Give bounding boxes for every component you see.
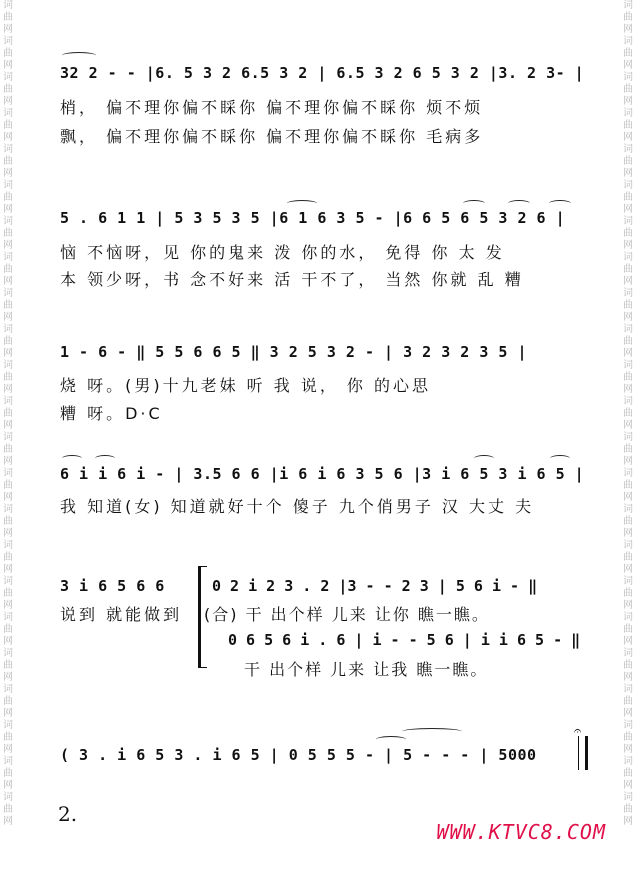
watermark-glyph: 曲	[623, 156, 633, 167]
watermark-glyph: 网	[3, 528, 13, 539]
slur-arc	[287, 200, 317, 207]
watermark-glyph: 网	[623, 744, 633, 755]
watermark-glyph: 词	[623, 432, 633, 443]
outro-notation: ( 3 . i 6 5 3 . i 6 5 | 0 5 5 5 - | 5 - - - | 5000	[60, 746, 537, 764]
system-4-lyric-1: 我 知道(女) 知道就好十个 傻子 九个俏男子 汉 大丈 夫	[60, 497, 535, 516]
watermark-glyph: 词	[623, 612, 633, 623]
watermark-glyph: 词	[623, 756, 633, 767]
watermark-glyph: 词	[3, 144, 13, 155]
watermark-glyph: 曲	[623, 372, 633, 383]
watermark-glyph: 词	[3, 216, 13, 227]
watermark-glyph: 网	[623, 780, 633, 791]
watermark-glyph: 曲	[3, 768, 13, 779]
watermark-glyph: 词	[623, 684, 633, 695]
watermark-glyph: 词	[3, 504, 13, 515]
system-2-lyric-2: 本 领少呀，书 念不好来 活 干不了， 当然 你就 乱 糟	[60, 270, 524, 289]
watermark-glyph: 词	[623, 252, 633, 263]
watermark-glyph: 曲	[623, 120, 633, 131]
watermark-glyph: 网	[3, 492, 13, 503]
watermark-glyph: 网	[3, 24, 13, 35]
watermark-glyph: 词	[3, 72, 13, 83]
slur-arc	[463, 200, 485, 207]
watermark-glyph: 曲	[623, 660, 633, 671]
watermark-glyph: 曲	[3, 336, 13, 347]
chorus-lower-notation: 0 6 5 6 i . 6 | i - - 5 6 | i i 6 5 - ‖	[228, 631, 581, 649]
watermark-glyph: 词	[3, 720, 13, 731]
watermark-glyph: 曲	[623, 516, 633, 527]
watermark-glyph: 词	[3, 612, 13, 623]
slur-arc	[549, 200, 571, 207]
watermark-glyph: 曲	[3, 300, 13, 311]
watermark-glyph: 网	[623, 168, 633, 179]
watermark-glyph: 网	[623, 564, 633, 575]
watermark-glyph: 曲	[3, 552, 13, 563]
watermark-glyph: 网	[623, 672, 633, 683]
watermark-glyph: 网	[3, 96, 13, 107]
watermark-glyph: 网	[3, 312, 13, 323]
slur-arc	[508, 200, 530, 207]
watermark-glyph: 网	[3, 348, 13, 359]
watermark-glyph: 曲	[623, 624, 633, 635]
fermata-icon: 𝄐	[574, 724, 582, 739]
watermark-glyph: 网	[623, 276, 633, 287]
watermark-glyph: 网	[623, 204, 633, 215]
watermark-glyph: 曲	[623, 228, 633, 239]
watermark-glyph: 曲	[3, 84, 13, 95]
watermark-glyph: 词	[3, 36, 13, 47]
watermark-glyph: 词	[623, 468, 633, 479]
watermark-glyph: 网	[3, 420, 13, 431]
system-1-notation: 32 2 - - |6. 5 3 2 6.5 3 2 | 6.5 3 2 6 5 3 2 |3. 2 3- |	[60, 64, 585, 82]
slur-arc	[550, 455, 570, 462]
watermark-glyph: 曲	[3, 156, 13, 167]
site-watermark: WWW.KTVC8.COM	[436, 820, 606, 844]
watermark-glyph: 词	[3, 684, 13, 695]
watermark-glyph: 词	[3, 576, 13, 587]
watermark-glyph: 网	[623, 240, 633, 251]
watermark-glyph: 词	[3, 360, 13, 371]
watermark-glyph: 网	[623, 528, 633, 539]
watermark-glyph: 词	[3, 468, 13, 479]
watermark-glyph: 网	[623, 636, 633, 647]
watermark-glyph: 曲	[623, 552, 633, 563]
watermark-glyph: 曲	[623, 408, 633, 419]
watermark-glyph: 曲	[623, 48, 633, 59]
watermark-glyph: 曲	[3, 480, 13, 491]
watermark-glyph: 曲	[3, 408, 13, 419]
watermark-glyph: 曲	[3, 444, 13, 455]
watermark-glyph: 曲	[3, 696, 13, 707]
watermark-glyph: 曲	[623, 84, 633, 95]
system-1-lyric-2: 飘， 偏不理你偏不睬你 偏不理你偏不睬你 毛病多	[60, 127, 484, 146]
system-5-lyric: 说到 就能做到	[60, 605, 183, 624]
system-2-lyric-1: 恼 不恼呀，见 你的鬼来 泼 你的水， 免得 你 太 发	[60, 243, 505, 262]
system-5-notation: 3 i 6 5 6 6	[60, 577, 165, 595]
watermark-glyph: 网	[3, 276, 13, 287]
watermark-glyph: 网	[3, 132, 13, 143]
watermark-glyph: 曲	[3, 804, 13, 815]
watermark-glyph: 网	[623, 348, 633, 359]
watermark-glyph: 词	[3, 432, 13, 443]
watermark-glyph: 词	[623, 36, 633, 47]
watermark-glyph: 网	[3, 744, 13, 755]
watermark-glyph: 曲	[3, 120, 13, 131]
watermark-glyph: 词	[623, 180, 633, 191]
slur-arc	[474, 455, 494, 462]
watermark-glyph: 网	[623, 384, 633, 395]
watermark-glyph: 词	[623, 0, 633, 11]
watermark-glyph: 曲	[3, 732, 13, 743]
watermark-glyph: 曲	[623, 444, 633, 455]
right-watermark-column	[620, 0, 636, 871]
watermark-glyph: 词	[3, 252, 13, 263]
system-2-notation: 5 . 6 1 1 | 5 3 5 3 5 |6 1 6 3 5 - |6 6 5 6 5 3 2 6 |	[60, 209, 566, 227]
watermark-glyph: 曲	[3, 264, 13, 275]
watermark-glyph: 曲	[623, 732, 633, 743]
watermark-glyph: 词	[3, 288, 13, 299]
system-3-notation: 1 - 6 - ‖ 5 5 6 6 5 ‖ 3 2 5 3 2 - | 3 2 3 2 3 5 |	[60, 343, 528, 361]
watermark-glyph: 曲	[623, 336, 633, 347]
watermark-glyph: 词	[623, 504, 633, 515]
watermark-glyph: 曲	[3, 192, 13, 203]
watermark-glyph: 曲	[623, 192, 633, 203]
watermark-glyph: 网	[623, 24, 633, 35]
watermark-glyph: 词	[623, 216, 633, 227]
watermark-glyph: 词	[623, 144, 633, 155]
watermark-glyph: 词	[3, 108, 13, 119]
watermark-glyph: 词	[623, 540, 633, 551]
watermark-glyph: 网	[623, 816, 633, 827]
watermark-glyph: 曲	[623, 804, 633, 815]
watermark-glyph: 词	[623, 792, 633, 803]
watermark-glyph: 曲	[623, 768, 633, 779]
watermark-glyph: 网	[3, 600, 13, 611]
watermark-glyph: 曲	[623, 588, 633, 599]
tie-arc	[376, 736, 406, 743]
watermark-glyph: 词	[623, 324, 633, 335]
watermark-glyph: 曲	[623, 480, 633, 491]
page-number: 2.	[58, 802, 78, 826]
watermark-glyph: 网	[3, 708, 13, 719]
watermark-glyph: 词	[3, 540, 13, 551]
watermark-glyph: 词	[623, 108, 633, 119]
watermark-glyph: 网	[623, 492, 633, 503]
watermark-glyph: 词	[623, 648, 633, 659]
watermark-glyph: 词	[623, 288, 633, 299]
watermark-glyph: 曲	[3, 624, 13, 635]
watermark-glyph: 词	[3, 756, 13, 767]
chorus-upper-notation: 0 2 i 2 3 . 2 |3 - - 2 3 | 5 6 i - ‖	[212, 577, 538, 595]
system-3-lyric-1: 烧 呀。(男)十九老妹 听 我 说， 你 的心思	[60, 376, 432, 395]
watermark-glyph: 词	[3, 648, 13, 659]
watermark-glyph: 网	[623, 60, 633, 71]
watermark-glyph: 网	[3, 168, 13, 179]
watermark-glyph: 网	[623, 420, 633, 431]
watermark-glyph: 曲	[623, 12, 633, 23]
watermark-glyph: 曲	[3, 516, 13, 527]
watermark-glyph: 词	[623, 576, 633, 587]
watermark-glyph: 词	[3, 0, 13, 11]
slur-arc	[62, 455, 82, 462]
watermark-glyph: 词	[623, 72, 633, 83]
watermark-glyph: 曲	[3, 660, 13, 671]
watermark-glyph: 曲	[3, 588, 13, 599]
chorus-upper-lyric: (合) 干 出个样 儿来 让你 瞧一瞧。	[204, 605, 490, 624]
final-barline	[578, 736, 588, 770]
watermark-glyph: 网	[623, 132, 633, 143]
watermark-glyph: 网	[623, 456, 633, 467]
watermark-glyph: 曲	[3, 372, 13, 383]
watermark-glyph: 网	[3, 816, 13, 827]
watermark-glyph: 网	[3, 636, 13, 647]
watermark-glyph: 网	[3, 204, 13, 215]
watermark-glyph: 词	[623, 396, 633, 407]
tie-arc	[402, 728, 462, 735]
watermark-glyph: 词	[3, 180, 13, 191]
watermark-glyph: 网	[623, 600, 633, 611]
system-1-lyric-1: 梢， 偏不理你偏不睬你 偏不理你偏不睬你 烦不烦	[60, 98, 484, 117]
watermark-glyph: 曲	[623, 264, 633, 275]
slur-arc	[95, 455, 115, 462]
watermark-glyph: 网	[623, 708, 633, 719]
watermark-glyph: 网	[623, 312, 633, 323]
watermark-glyph: 网	[3, 456, 13, 467]
watermark-glyph: 网	[623, 96, 633, 107]
watermark-glyph: 网	[3, 672, 13, 683]
system-3-lyric-2: 糟 呀。D·C	[60, 404, 163, 423]
watermark-glyph: 词	[623, 720, 633, 731]
watermark-glyph: 网	[3, 564, 13, 575]
left-watermark-column	[0, 0, 16, 871]
slur-arc	[62, 52, 96, 59]
system-4-notation: 6 i i 6 i - | 3.5 6 6 |i 6 i 6 3 5 6 |3 i 6 5 3 i 6 5 |	[60, 465, 585, 483]
watermark-glyph: 词	[3, 396, 13, 407]
watermark-glyph: 词	[3, 324, 13, 335]
chorus-lower-lyric: 干 出个样 儿来 让我 瞧一瞧。	[244, 660, 489, 679]
watermark-glyph: 网	[3, 60, 13, 71]
watermark-glyph: 曲	[3, 48, 13, 59]
watermark-glyph: 词	[623, 360, 633, 371]
watermark-glyph: 网	[3, 780, 13, 791]
watermark-glyph: 词	[3, 792, 13, 803]
watermark-glyph: 网	[3, 240, 13, 251]
watermark-glyph: 曲	[623, 696, 633, 707]
watermark-glyph: 网	[3, 384, 13, 395]
watermark-glyph: 曲	[3, 228, 13, 239]
watermark-glyph: 曲	[623, 300, 633, 311]
watermark-glyph: 曲	[3, 12, 13, 23]
